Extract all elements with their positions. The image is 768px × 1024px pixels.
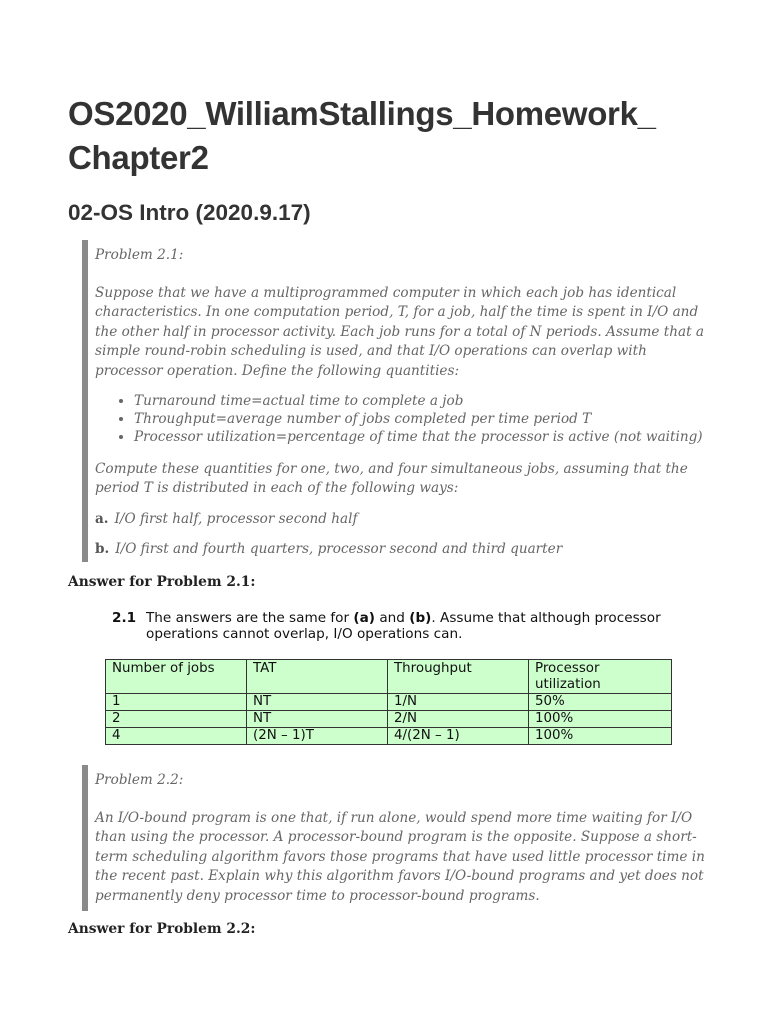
page-title: OS2020_WilliamStallings_Homework_ Chapter2 (68, 95, 656, 176)
table-row (106, 711, 672, 728)
column-header: TAT (247, 660, 388, 694)
table-cell: (2N – 1)T (247, 728, 388, 745)
column-header: Throughput (388, 660, 529, 694)
intro-text: . Assume that although processor operations cannot overlap, I/O operations can. (146, 610, 661, 642)
answer-2-1-figure (112, 610, 672, 642)
option-letter: a. (95, 510, 109, 527)
option-text: I/O first half, processor second half (114, 510, 358, 527)
answer-2-2-heading: Answer for Problem 2.2: (68, 921, 256, 937)
option-a (95, 510, 705, 530)
problem-2-1-blockquote (82, 240, 705, 562)
problem-label: Problem 2.2: (95, 772, 184, 788)
table-row (106, 728, 672, 745)
table-cell: 4 (106, 728, 247, 745)
table-cell: 4/(2N – 1) (388, 728, 529, 745)
intro-text: The answers are the same for (146, 610, 354, 626)
table-cell: 50% (529, 694, 672, 711)
option-b (95, 540, 705, 560)
problem-text: An I/O-bound program is one that, if run alone, would spend more time waiting for I/O than using the processor. A processor-bound program is the opposite. Suppose a short-term scheduling algorithm favors those programs that have used little processor time in the recent past. Explain why this algorithm favors I/O-bound programs and yet does not permanently deny processor time to processor-bound programs. (95, 809, 705, 904)
intro-b: (b) (409, 610, 432, 626)
definitions-list (95, 392, 705, 447)
table-row (106, 694, 672, 711)
column-header: Processor utilization (529, 660, 672, 694)
compute-text: Compute these quantities for one, two, and four simultaneous jobs, assuming that the period T is distributed in each of the following ways: (95, 460, 688, 497)
table-cell: 2/N (388, 711, 529, 728)
list-item: • Throughput=average number of jobs completed per time period T (134, 410, 705, 428)
problem-label: Problem 2.1: (95, 247, 184, 263)
table-cell: NT (247, 694, 388, 711)
table-header-row (106, 660, 672, 694)
answer-table (105, 659, 672, 745)
table-cell: 1 (106, 694, 247, 711)
option-letter: b. (95, 541, 110, 558)
table-cell: NT (247, 711, 388, 728)
table-cell: 2 (106, 711, 247, 728)
problem-text: Suppose that we have a multiprogrammed computer in which each job has identical characteristics. In one computation period, T, for a job, half the time is spent in I/O and the other half in processor activity. Each job runs for a total of N periods. Assume that a simple round-robin scheduling is used, and that I/O operations can overlap with processor operation. Define the following quantities: (95, 284, 704, 379)
intro-text: and (375, 610, 410, 626)
table-cell: 100% (529, 728, 672, 745)
intro-a: (a) (353, 610, 376, 626)
answer-number: 2.1 (112, 610, 137, 626)
list-item: • Processor utilization=percentage of time that the processor is active (not waiting) (134, 428, 705, 446)
column-header: Number of jobs (106, 660, 247, 694)
table-cell: 1/N (388, 694, 529, 711)
list-item: • Turnaround time=actual time to complete a job (134, 392, 705, 410)
answer-2-1-heading: Answer for Problem 2.1: (68, 574, 256, 590)
problem-2-2-blockquote (82, 765, 705, 911)
section-subtitle: 02-OS Intro (2020.9.17) (68, 200, 311, 225)
option-text: I/O first and fourth quarters, processor second and third quarter (115, 541, 563, 558)
answer-intro (112, 610, 672, 642)
table-cell: 100% (529, 711, 672, 728)
